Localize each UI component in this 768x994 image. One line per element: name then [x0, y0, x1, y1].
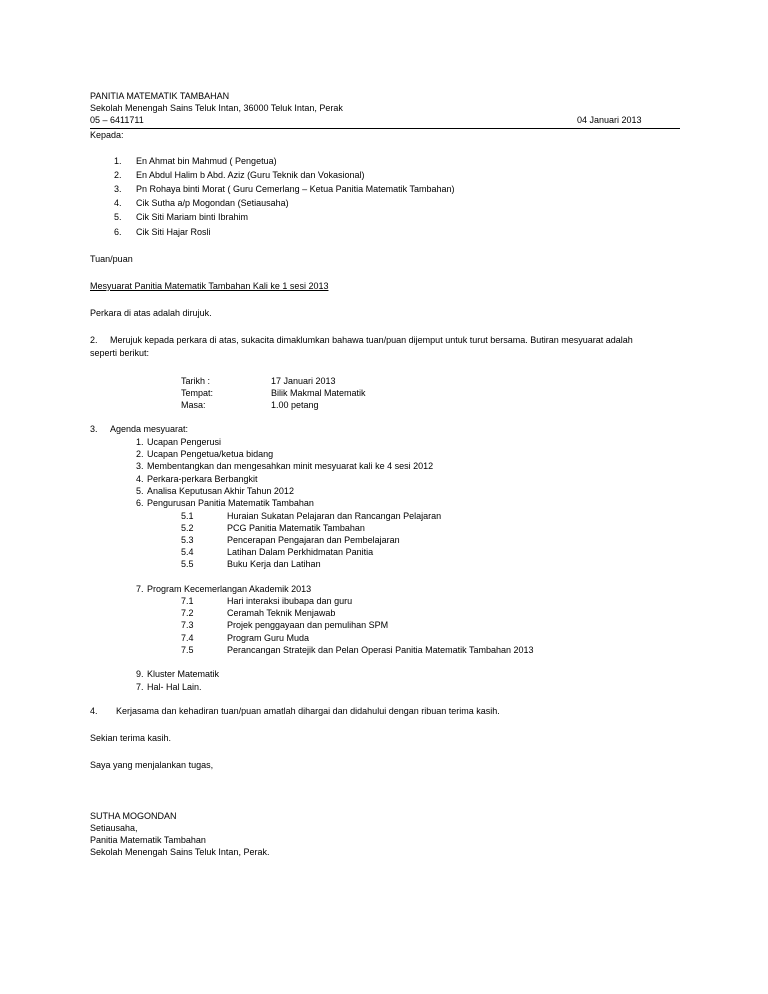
sub-agenda-number: 5.1 — [181, 511, 194, 521]
agenda-number: 7. — [136, 584, 144, 594]
detail-label: Masa: — [181, 400, 206, 410]
paragraph-2-line-2: seperti berikut: — [90, 348, 150, 358]
agenda-item: Analisa Keputusan Akhir Tahun 2012 — [147, 486, 294, 496]
sub-agenda-number: 5.4 — [181, 547, 194, 557]
agenda-item: Ucapan Pengerusi — [147, 437, 222, 447]
recipients-label: Kepada: — [90, 130, 124, 140]
letter-subject: Mesyuarat Panitia Matematik Tambahan Kali ke 1 sesi 2013 — [90, 281, 329, 291]
signatory-org: Panitia Matematik Tambahan — [90, 835, 206, 845]
agenda-number: 5. — [136, 486, 144, 496]
paragraph-number: 2. — [90, 335, 98, 345]
sub-agenda-item: Latihan Dalam Perkhidmatan Panitia — [227, 547, 374, 557]
recipient-number: 6. — [114, 227, 122, 237]
detail-value: Bilik Makmal Matematik — [271, 388, 366, 398]
sub-agenda-item: Buku Kerja dan Latihan — [227, 559, 321, 569]
agenda-item: Ucapan Pengetua/ketua bidang — [147, 449, 274, 459]
sub-agenda-number: 5.3 — [181, 535, 194, 545]
recipient-number: 1. — [114, 156, 122, 166]
sub-agenda-number: 7.3 — [181, 620, 194, 630]
agenda-number: 2. — [136, 449, 144, 459]
detail-value: 1.00 petang — [271, 400, 319, 410]
agenda-item: Membentangkan dan mengesahkan minit mesyuarat kali ke 4 sesi 2012 — [147, 461, 434, 471]
signatory-name: SUTHA MOGONDAN — [90, 811, 177, 821]
agenda-title: Agenda mesyuarat: — [110, 424, 189, 434]
org-name: PANITIA MATEMATIK TAMBAHAN — [90, 91, 230, 101]
recipient-name: Cik Siti Hajar Rosli — [136, 227, 211, 237]
recipient-name: Pn Rohaya binti Morat ( Guru Cemerlang – Ketua Panitia Matematik Tambahan) — [136, 184, 455, 194]
paragraph-2-line-1: Merujuk kepada perkara di atas, sukacita dimaklumkan bahawa tuan/puan dijemput untuk turut bersama. Butiran mesyuarat adalah — [110, 335, 633, 345]
signatory-school: Sekolah Menengah Sains Teluk Intan, Perak. — [90, 847, 270, 857]
recipient-name: En Abdul Halim b Abd. Aziz (Guru Teknik dan Vokasional) — [136, 170, 365, 180]
letter-date: 04 Januari 2013 — [577, 115, 642, 125]
agenda-item: Program Kecemerlangan Akademik 2013 — [147, 584, 312, 594]
agenda-item: Kluster Matematik — [147, 669, 220, 679]
recipient-name: En Ahmat bin Mahmud ( Pengetua) — [136, 156, 277, 166]
recipient-name: Cik Siti Mariam binti Ibrahim — [136, 212, 249, 222]
agenda-item: Pengurusan Panitia Matematik Tambahan — [147, 498, 314, 508]
sub-agenda-number: 7.2 — [181, 608, 194, 618]
sub-agenda-item: Pencerapan Pengajaran dan Pembelajaran — [227, 535, 400, 545]
sub-agenda-item: Projek penggayaan dan pemulihan SPM — [227, 620, 389, 630]
sub-agenda-item: Huraian Sukatan Pelajaran dan Rancangan Pelajaran — [227, 511, 442, 521]
sub-agenda-item: Perancangan Stratejik dan Pelan Operasi Panitia Matematik Tambahan 2013 — [227, 645, 534, 655]
closing-thanks: Sekian terima kasih. — [90, 733, 172, 743]
intro-line: Perkara di atas adalah dirujuk. — [90, 308, 212, 318]
header-rule — [90, 128, 680, 129]
phone-number: 05 – 6411711 — [90, 115, 144, 125]
agenda-number: 7. — [136, 682, 144, 692]
salutation: Tuan/puan — [90, 254, 133, 264]
closing-duty: Saya yang menjalankan tugas, — [90, 760, 214, 770]
sub-agenda-number: 7.4 — [181, 633, 194, 643]
agenda-number: 9. — [136, 669, 144, 679]
agenda-number: 6. — [136, 498, 144, 508]
signatory-role: Setiausaha, — [90, 823, 138, 833]
detail-label: Tarikh : — [181, 376, 211, 386]
detail-value: 17 Januari 2013 — [271, 376, 336, 386]
sub-agenda-number: 7.1 — [181, 596, 194, 606]
recipient-number: 3. — [114, 184, 122, 194]
agenda-item: Perkara-perkara Berbangkit — [147, 474, 258, 484]
agenda-item: Hal- Hal Lain. — [147, 682, 202, 692]
school-address: Sekolah Menengah Sains Teluk Intan, 36000 Teluk Intan, Perak — [90, 103, 343, 113]
detail-label: Tempat: — [181, 388, 214, 398]
agenda-number: 1. — [136, 437, 144, 447]
paragraph-number: 3. — [90, 424, 98, 434]
recipient-number: 4. — [114, 198, 122, 208]
recipient-number: 2. — [114, 170, 122, 180]
agenda-number: 4. — [136, 474, 144, 484]
recipient-name: Cik Sutha a/p Mogondan (Setiausaha) — [136, 198, 289, 208]
sub-agenda-item: Ceramah Teknik Menjawab — [227, 608, 336, 618]
recipient-number: 5. — [114, 212, 122, 222]
paragraph-4-text: Kerjasama dan kehadiran tuan/puan amatlah dihargai dan didahului dengan ribuan terima kasih. — [116, 706, 500, 716]
sub-agenda-number: 5.5 — [181, 559, 194, 569]
sub-agenda-item: Hari interaksi ibubapa dan guru — [227, 596, 353, 606]
sub-agenda-number: 7.5 — [181, 645, 194, 655]
sub-agenda-item: Program Guru Muda — [227, 633, 310, 643]
sub-agenda-number: 5.2 — [181, 523, 194, 533]
agenda-number: 3. — [136, 461, 144, 471]
sub-agenda-item: PCG Panitia Matematik Tambahan — [227, 523, 365, 533]
paragraph-number: 4. — [90, 706, 98, 716]
